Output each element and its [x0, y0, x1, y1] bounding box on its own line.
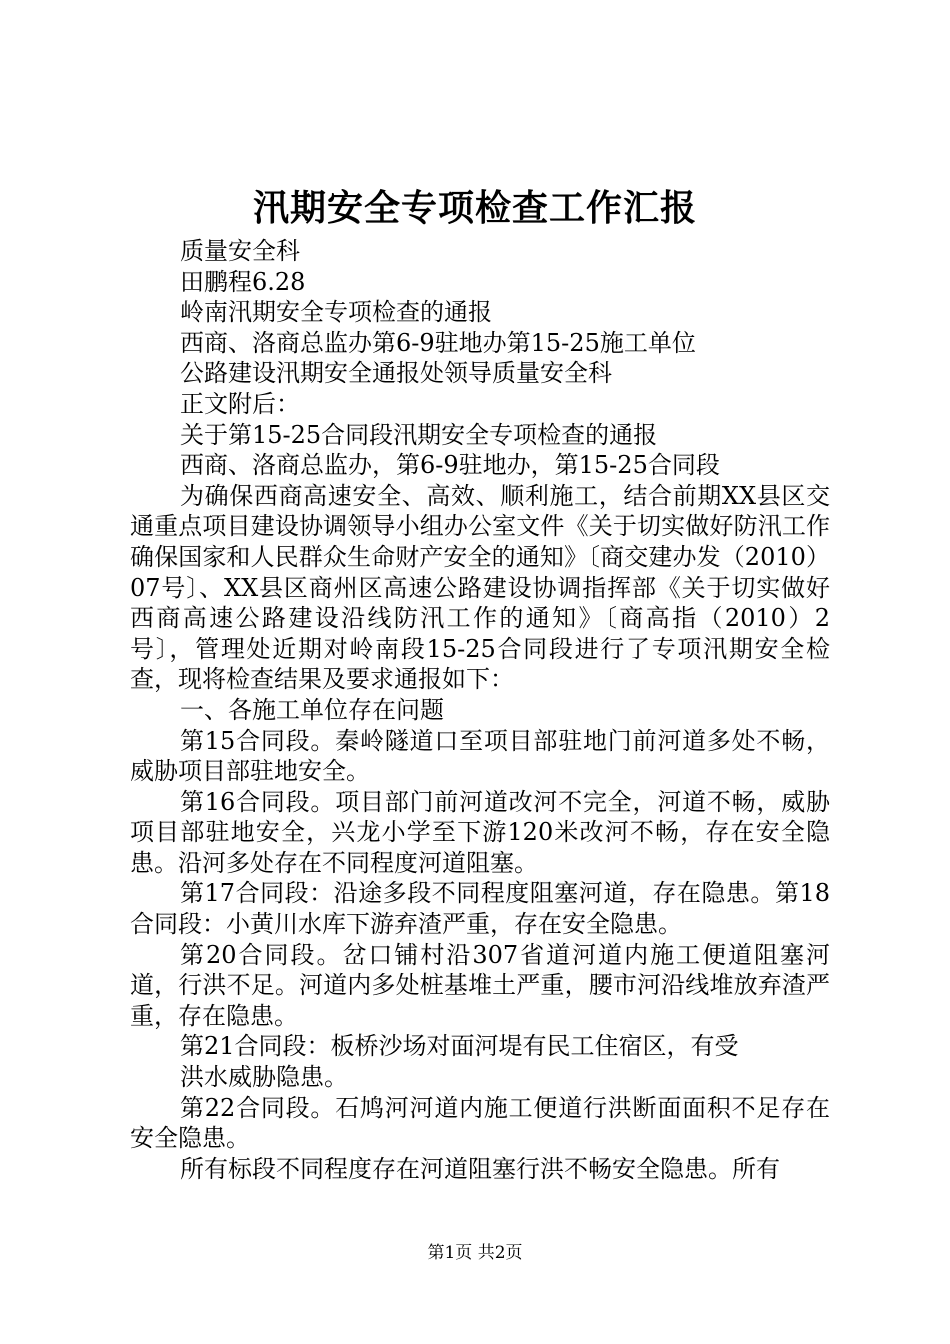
section-heading: 一、各施工单位存在问题 — [180, 695, 444, 724]
author-date-line: 田鹏程6.28 — [180, 267, 306, 296]
recipients-line: 西商、洛商总监办第6-9驻地办第15-25施工单位 — [180, 328, 696, 357]
department-line: 质量安全科 — [180, 237, 300, 265]
paragraph-section-20: 第20合同段。岔口铺村沿307省道河道内施工便道阻塞河道，行洪不足。河道内多处桩基堆土严重，腰市河沿线堆放弃渣严重，存在隐患。 — [130, 940, 830, 1030]
document-body — [130, 236, 830, 1184]
intro-paragraph: 为确保西商高速安全、高效、顺利施工，结合前期XX县区交通重点项目建设协调领导小组办公室文件《关于切实做好防汛工作确保国家和人民群众生命财产安全的通知》〔商交建办发（2010）07号〕、XX县区商州区高速公路建设协调指挥部《关于切实做好西商高速公路建设沿线防汛工作的通知》〔商高指（2010）2号〕，管理处近期对岭南段15-25合同段进行了专项汛期安全检查，现将检查结果及要求通报如下： — [130, 481, 830, 694]
distribution-line: 公路建设汛期安全通报处领导质量安全科 — [180, 359, 612, 388]
notice-title-line: 岭南汛期安全专项检查的通报 — [180, 298, 492, 327]
paragraph-section-17-18: 第17合同段：沿途多段不同程度阻塞河道，存在隐患。第18合同段：小黄川水库下游弃渣严重，存在安全隐患。 — [130, 879, 830, 939]
paragraph-section-21-line-1: 第21合同段：板桥沙场对面河堤有民工住宿区，有受 — [180, 1032, 739, 1061]
page-number-footer: 第1页 共2页 — [427, 1243, 523, 1263]
paragraph-section-21-line-2: 洪水威胁隐患。 — [180, 1063, 348, 1092]
closing-partial-paragraph: 所有标段不同程度存在河道阻塞行洪不畅安全隐患。所有 — [180, 1154, 780, 1183]
paragraph-section-15: 第15合同段。秦岭隧道口至项目部驻地门前河道多处不畅，威胁项目部驻地安全。 — [130, 726, 830, 786]
addressee-line: 西商、洛商总监办，第6-9驻地办，第15-25合同段 — [180, 451, 720, 480]
notice-subject-line: 关于第15-25合同段汛期安全专项检查的通报 — [180, 420, 658, 449]
paragraph-section-16: 第16合同段。项目部门前河道改河不完全，河道不畅，威胁项目部驻地安全，兴龙小学至下游120米改河不畅，存在安全隐患。沿河多处存在不同程度河道阻塞。 — [130, 787, 830, 877]
paragraph-section-22: 第22合同段。石鸠河河道内施工便道行洪断面面积不足存在安全隐患。 — [130, 1093, 830, 1153]
document-title: 汛期安全专项检查工作汇报 — [252, 187, 697, 229]
attachment-note-line: 正文附后： — [180, 389, 300, 418]
